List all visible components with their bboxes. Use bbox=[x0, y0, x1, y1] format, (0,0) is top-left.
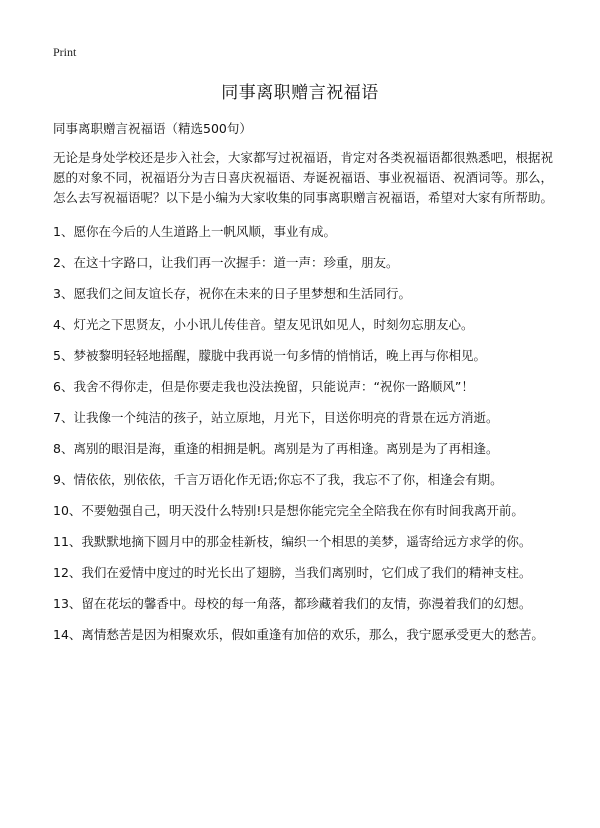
list-item: 5、梦被黎明轻轻地摇醒，朦胧中我再说一句多情的悄悄话，晚上再与你相见。 bbox=[53, 348, 486, 363]
document-body bbox=[53, 119, 553, 656]
list-item: 4、灯光之下思贤友，小小讯儿传佳音。望友见讯如见人，时刻勿忘朋友心。 bbox=[53, 317, 474, 332]
list-item: 3、愿我们之间友谊长存，祝你在未来的日子里梦想和生活同行。 bbox=[53, 286, 411, 301]
list-item: 1、愿你在今后的人生道路上一帆风顺，事业有成。 bbox=[53, 224, 336, 239]
list-item: 10、不要勉强自己，明天没什么特别!只是想你能完完全全陪我在你有时间我离开前。 bbox=[53, 503, 524, 518]
intro-paragraph: 无论是身处学校还是步入社会，大家都写过祝福语，肯定对各类祝福语都很熟悉吧，根据祝愿的对象不同，祝福语分为吉日喜庆祝福语、寿诞祝福语、事业祝福语、祝酒词等。那么，怎么去写祝福语呢？以下是小编为大家收集的同事离职赠言祝福语，希望对大家有所帮助。 bbox=[53, 150, 554, 205]
list-item: 6、我舍不得你走，但是你要走我也没法挽留，只能说声：“祝你一路顺风”！ bbox=[53, 379, 474, 394]
list-item: 2、在这十字路口，让我们再一次握手：道一声：珍重，朋友。 bbox=[53, 255, 399, 270]
document-title: 同事离职赠言祝福语 bbox=[221, 83, 379, 103]
print-link[interactable]: Print bbox=[53, 45, 77, 59]
list-item: 13、留在花坛的馨香中。母校的每一角落，都珍藏着我们的友情，弥漫着我们的幻想。 bbox=[53, 596, 532, 611]
list-item: 9、情依依，别依依，千言万语化作无语;你忘不了我，我忘不了你，相逢会有期。 bbox=[53, 472, 503, 487]
list-item: 12、我们在爱情中度过的时光长出了翅膀，当我们离别时，它们成了我们的精神支柱。 bbox=[53, 565, 532, 580]
list-item: 14、离情愁苦是因为相聚欢乐，假如重逢有加倍的欢乐，那么，我宁愿承受更大的愁苦。 bbox=[53, 627, 544, 642]
list-item: 7、让我像一个纯洁的孩子，站立原地，月光下，目送你明亮的背景在远方消逝。 bbox=[53, 410, 499, 425]
list-item: 11、我默默地摘下圆月中的那金桂新枝，编织一个相思的美梦，遥寄给远方求学的你。 bbox=[53, 534, 532, 549]
list-item: 8、离别的眼泪是海，重逢的相拥是帆。离别是为了再相逢。离别是为了再相逢。 bbox=[53, 441, 499, 456]
document-subtitle: 同事离职赠言祝福语（精选500句） bbox=[53, 121, 252, 136]
